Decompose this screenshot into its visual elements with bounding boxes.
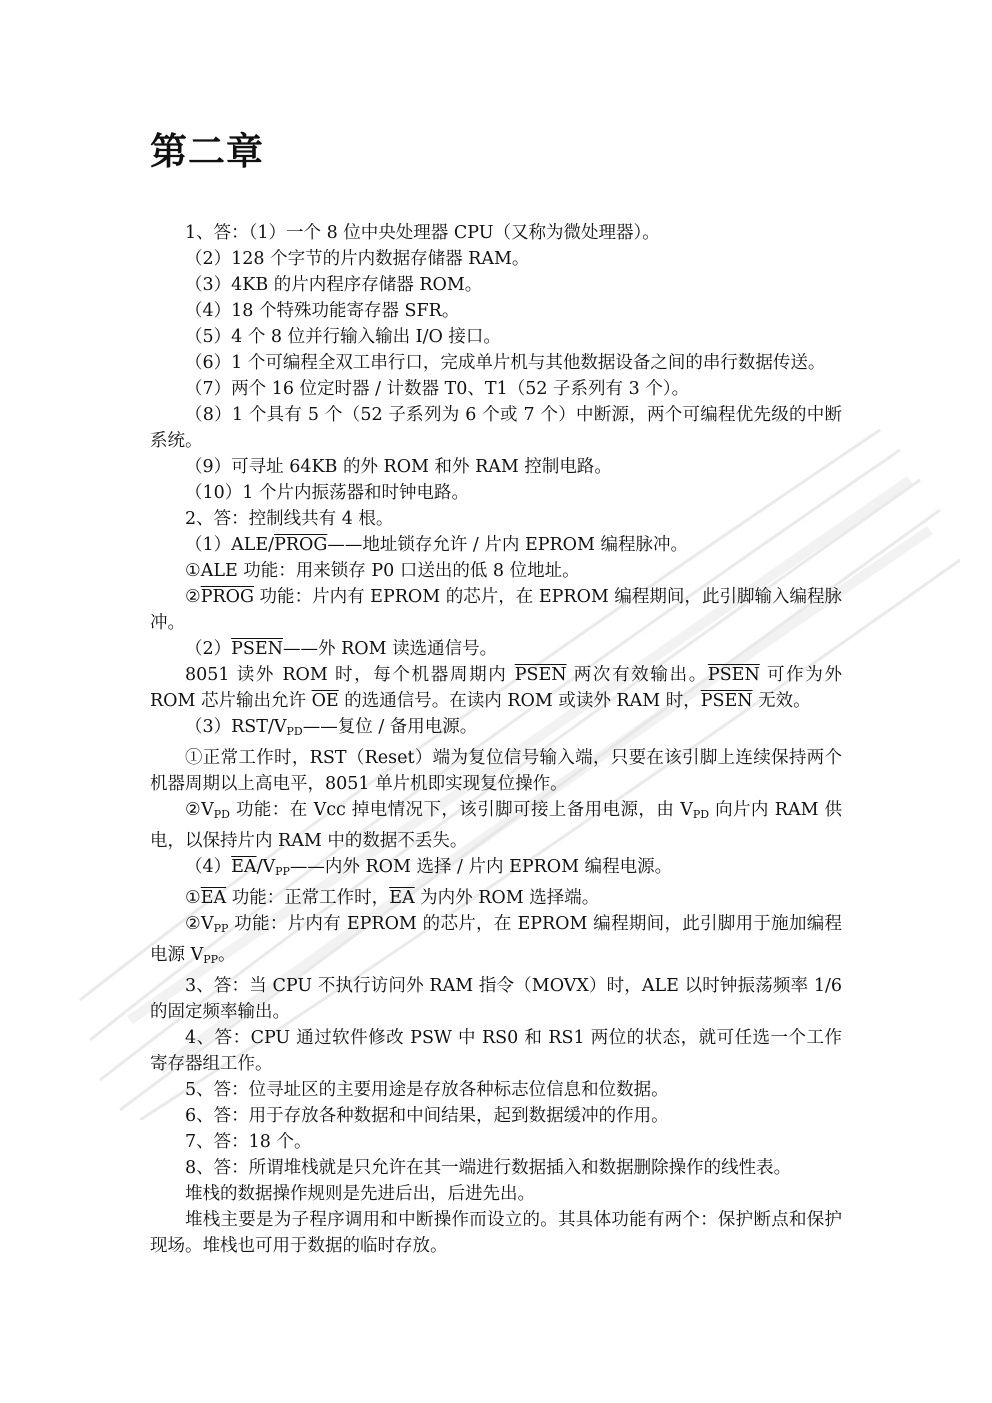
answer-7: 7、答：18 个。 [185, 1132, 312, 1152]
rst-vpd-line: $(3)RST/V_{PD}——$复位 / 备用电源。 [185, 717, 478, 738]
answer-4: 4、答：CPU 通过软件修改 PSW 中 RS0 和 RS1 两位的状态，就可任选一个工作寄存器组工作。 [150, 1028, 842, 1074]
answer-1-item-7: （7）两个 16 位定时器 / 计数器 T0、T1（52 子系列有 3 个）。 [185, 379, 690, 399]
answer-3: 3、答：当 CPU 不执行访问外 RAM 指令（MOVX）时，ALE 以时钟振荡频率 1/6 的固定频率输出。 [150, 976, 842, 1022]
psen-8051-description: 8051 读外 ROM 时，每个机器周期内 PSEN 两次有效输出。PSEN 可作为外 ROM 芯片输出允许 $\overline{OE}$ 的选通信号。在读内 ROM 或读外 RAM 时，PSEN 无效。 [150, 665, 842, 711]
answer-1-item-8: （8）1 个具有 5 个（52 子系列为 6 个或 7 个）中断源，两个可编程优先级的中断系统。 [150, 405, 842, 451]
answer-8: 8、答：所谓堆栈就是只允许在其一端进行数据插入和数据删除操作的线性表。 [185, 1158, 792, 1178]
answer-6: 6、答：用于存放各种数据和中间结果，起到数据缓冲的作用。 [185, 1106, 669, 1126]
answer-1-item-3: （3）4KB 的片内程序存储器 ROM。 [185, 275, 483, 295]
answer-1-item-10: （10）1 个片内振荡器和时钟电路。 [185, 483, 469, 503]
vpp-function: $②V_{PP}$ 功能：片内有 EPROM 的芯片，在 EPROM 编程期间，此引脚用于施加编程电源 $V_{PP}$。 [150, 914, 843, 966]
ea-function: $①\overline{EA}$ 功能：正常工作时，$\overline{EA}$ 为内外 ROM 选择端。 [185, 888, 600, 908]
document-page [150, 128, 842, 1259]
answer-1-item-6: （6）1 个可编程全双工串行口，完成单片机与其他数据设备之间的串行数据传送。 [185, 353, 826, 373]
ale-prog-line: （1）ALE/PROG——地址锁存允许 / 片内 EPROM 编程脉冲。 [185, 535, 688, 555]
answer-1-item-5: （5）4 个 8 位并行输入输出 I/O 接口。 [185, 327, 501, 347]
prog-function: ②PROG 功能：片内有 EPROM 的芯片，在 EPROM 编程期间，此引脚输入编程脉冲。 [150, 587, 842, 633]
stack-purpose: 堆栈主要是为子程序调用和中断操作而设立的。其具体功能有两个：保护断点和保护现场。堆栈也可用于数据的临时存放。 [150, 1210, 842, 1256]
answer-1-item-9: （9）可寻址 64KB 的外 ROM 和外 RAM 控制电路。 [185, 457, 612, 477]
vpd-function: $②V_{PD}$ 功能：在 Vcc 掉电情况下，该引脚可接上备用电源，由 $V_{PD}$ 向片内 RAM 供电，以保持片内 RAM 中的数据不丢失。 [150, 800, 842, 851]
answer-1-item-2: （2）128 个字节的片内数据存储器 RAM。 [185, 249, 530, 269]
answer-1-intro: 1、答：（1）一个 8 位中央处理器 CPU（又称为微处理器）。 [185, 223, 660, 243]
psen-line: （2）PSEN——外 ROM 读选通信号。 [185, 639, 498, 659]
chapter-title: 第二章 [150, 130, 264, 173]
ea-vpp-line: $(4)\overline{EA}/V_{PP}——$内外 ROM 选择 / 片内 EPROM 编程电源。 [185, 857, 673, 878]
answer-1-item-4: （4）18 个特殊功能寄存器 SFR。 [185, 301, 460, 321]
answer-5: 5、答：位寻址区的主要用途是存放各种标志位信息和位数据。 [185, 1080, 669, 1100]
ale-function: ①ALE 功能：用来锁存 P0 口送出的低 8 位地址。 [185, 561, 580, 581]
answer-2-intro: 2、答：控制线共有 4 根。 [185, 509, 394, 529]
rst-function: ①正常工作时，RST（Reset）端为复位信号输入端，只要在该引脚上连续保持两个机器周期以上高电平，8051 单片机即实现复位操作。 [150, 748, 842, 794]
stack-rule: 堆栈的数据操作规则是先进后出，后进先出。 [185, 1184, 535, 1204]
